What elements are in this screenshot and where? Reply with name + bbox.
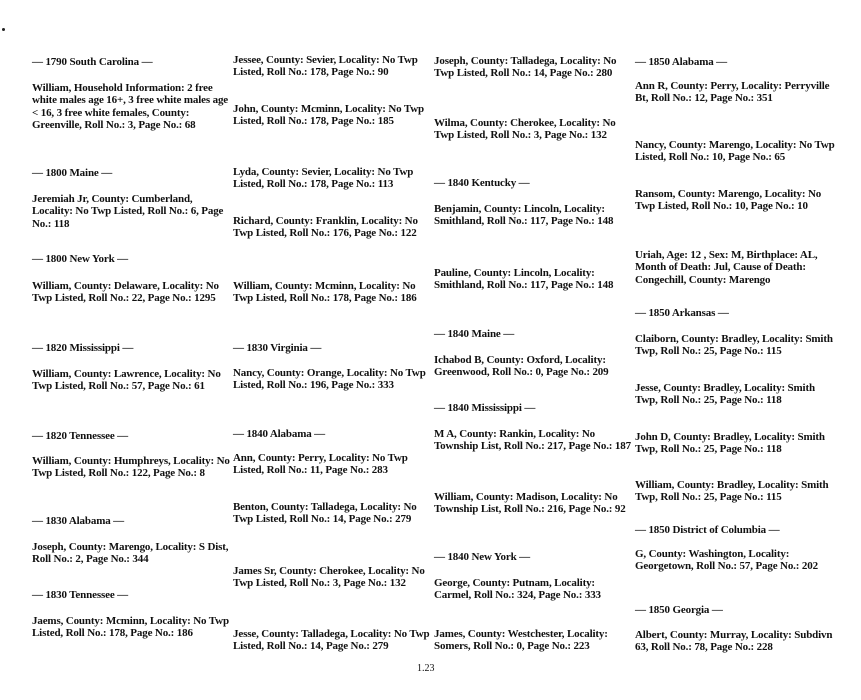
record-entry: Jeremiah Jr, County: Cumberland, Locality: No Twp Listed, Roll No.: 6, Page No.: 118 (32, 193, 224, 230)
record-entry: William, County: Humphreys, Locality: No Twp Listed, Roll No.: 122, Page No.: 8 (32, 455, 230, 480)
record-entry: Ichabod B, County: Oxford, Locality: Greenwood, Roll No.: 0, Page No.: 209 (434, 354, 609, 379)
record-entry: John D, County: Bradley, Locality: Smith Twp, Roll No.: 25, Page No.: 118 (635, 431, 825, 456)
section-heading: — 1850 District of Columbia — (635, 524, 780, 536)
section-heading: — 1840 New York — (434, 551, 531, 563)
section-heading: — 1850 Alabama — (635, 56, 728, 68)
record-entry: Lyda, County: Sevier, Locality: No Twp Listed, Roll No.: 178, Page No.: 113 (233, 166, 414, 191)
section-heading: — 1820 Tennessee — (32, 430, 129, 442)
record-entry: James, County: Westchester, Locality: Somers, Roll No.: 0, Page No.: 223 (434, 628, 608, 653)
section-heading: — 1840 Mississippi — (434, 402, 536, 414)
record-entry: William, County: Madison, Locality: No Township List, Roll No.: 216, Page No.: 92 (434, 491, 626, 516)
record-entry: Ann, County: Perry, Locality: No Twp Listed, Roll No.: 11, Page No.: 283 (233, 452, 408, 477)
record-entry: Ann R, County: Perry, Locality: Perryville Bt, Roll No.: 12, Page No.: 351 (635, 80, 830, 105)
record-entry: Albert, County: Murray, Locality: Subdivn 63, Roll No.: 78, Page No.: 228 (635, 629, 833, 654)
record-entry: Jesse, County: Bradley, Locality: Smith Twp, Roll No.: 25, Page No.: 118 (635, 382, 815, 407)
record-entry: Joseph, County: Talladega, Locality: No Twp Listed, Roll No.: 14, Page No.: 280 (434, 55, 617, 80)
section-heading: — 1830 Tennessee — (32, 589, 129, 601)
record-entry: Richard, County: Franklin, Locality: No Twp Listed, Roll No.: 176, Page No.: 122 (233, 215, 418, 240)
section-heading: — 1820 Mississippi — (32, 342, 134, 354)
record-entry: Nancy, County: Marengo, Locality: No Twp Listed, Roll No.: 10, Page No.: 65 (635, 139, 835, 164)
record-entry: Benton, County: Talladega, Locality: No Twp Listed, Roll No.: 14, Page No.: 279 (233, 501, 417, 526)
section-heading: — 1790 South Carolina — (32, 56, 153, 68)
section-heading: — 1850 Georgia — (635, 604, 723, 616)
section-heading: — 1850 Arkansas — (635, 307, 729, 319)
scan-speck (2, 28, 5, 31)
section-heading: — 1830 Alabama — (32, 515, 125, 527)
record-entry: Joseph, County: Marengo, Locality: S Dist, Roll No.: 2, Page No.: 344 (32, 541, 229, 566)
page-number: 1.23 (417, 663, 435, 674)
section-heading: — 1840 Maine — (434, 328, 515, 340)
section-heading: — 1830 Virginia — (233, 342, 322, 354)
record-entry: Jaems, County: Mcminn, Locality: No Twp Listed, Roll No.: 178, Page No.: 186 (32, 615, 229, 640)
record-entry: George, County: Putnam, Locality: Carmel, Roll No.: 324, Page No.: 333 (434, 577, 601, 602)
section-heading: — 1840 Alabama — (233, 428, 326, 440)
record-entry: William, Household Information: 2 free white males age 16+, 3 free white males age < 16, 3 free white females, County: Greenville, Roll No.: 3, Page No.: 68 (32, 82, 229, 132)
section-heading: — 1800 New York — (32, 253, 129, 265)
record-entry: William, County: Delaware, Locality: No Twp Listed, Roll No.: 22, Page No.: 1295 (32, 280, 219, 305)
record-entry: John, County: Mcminn, Locality: No Twp Listed, Roll No.: 178, Page No.: 185 (233, 103, 424, 128)
record-entry: Claiborn, County: Bradley, Locality: Smith Twp, Roll No.: 25, Page No.: 115 (635, 333, 833, 358)
record-entry: Benjamin, County: Lincoln, Locality: Smithland, Roll No.: 117, Page No.: 148 (434, 203, 614, 228)
record-entry: Ransom, County: Marengo, Locality: No Twp Listed, Roll No.: 10, Page No.: 10 (635, 188, 822, 213)
section-heading: — 1840 Kentucky — (434, 177, 530, 189)
record-entry: M A, County: Rankin, Locality: No Township List, Roll No.: 217, Page No.: 187 (434, 428, 631, 453)
record-entry: Jesse, County: Talladega, Locality: No Twp Listed, Roll No.: 14, Page No.: 279 (233, 628, 430, 653)
record-entry: William, County: Mcminn, Locality: No Twp Listed, Roll No.: 178, Page No.: 186 (233, 280, 417, 305)
section-heading: — 1800 Maine — (32, 167, 113, 179)
record-entry: James Sr, County: Cherokee, Locality: No Twp Listed, Roll No.: 3, Page No.: 132 (233, 565, 425, 590)
record-entry: Nancy, County: Orange, Locality: No Twp Listed, Roll No.: 196, Page No.: 333 (233, 367, 426, 392)
record-entry: William, County: Lawrence, Locality: No Twp Listed, Roll No.: 57, Page No.: 61 (32, 368, 221, 393)
record-entry: Pauline, County: Lincoln, Locality: Smithland, Roll No.: 117, Page No.: 148 (434, 267, 614, 292)
record-entry: G, County: Washington, Locality: Georgetown, Roll No.: 57, Page No.: 202 (635, 548, 818, 573)
record-entry: Uriah, Age: 12 , Sex: M, Birthplace: AL, Month of Death: Jul, Cause of Death: Congechill, County: Marengo (635, 249, 818, 286)
record-entry: William, County: Bradley, Locality: Smith Twp, Roll No.: 25, Page No.: 115 (635, 479, 829, 504)
record-entry: Wilma, County: Cherokee, Locality: No Twp Listed, Roll No.: 3, Page No.: 132 (434, 117, 616, 142)
record-entry: Jessee, County: Sevier, Locality: No Twp Listed, Roll No.: 178, Page No.: 90 (233, 54, 418, 79)
